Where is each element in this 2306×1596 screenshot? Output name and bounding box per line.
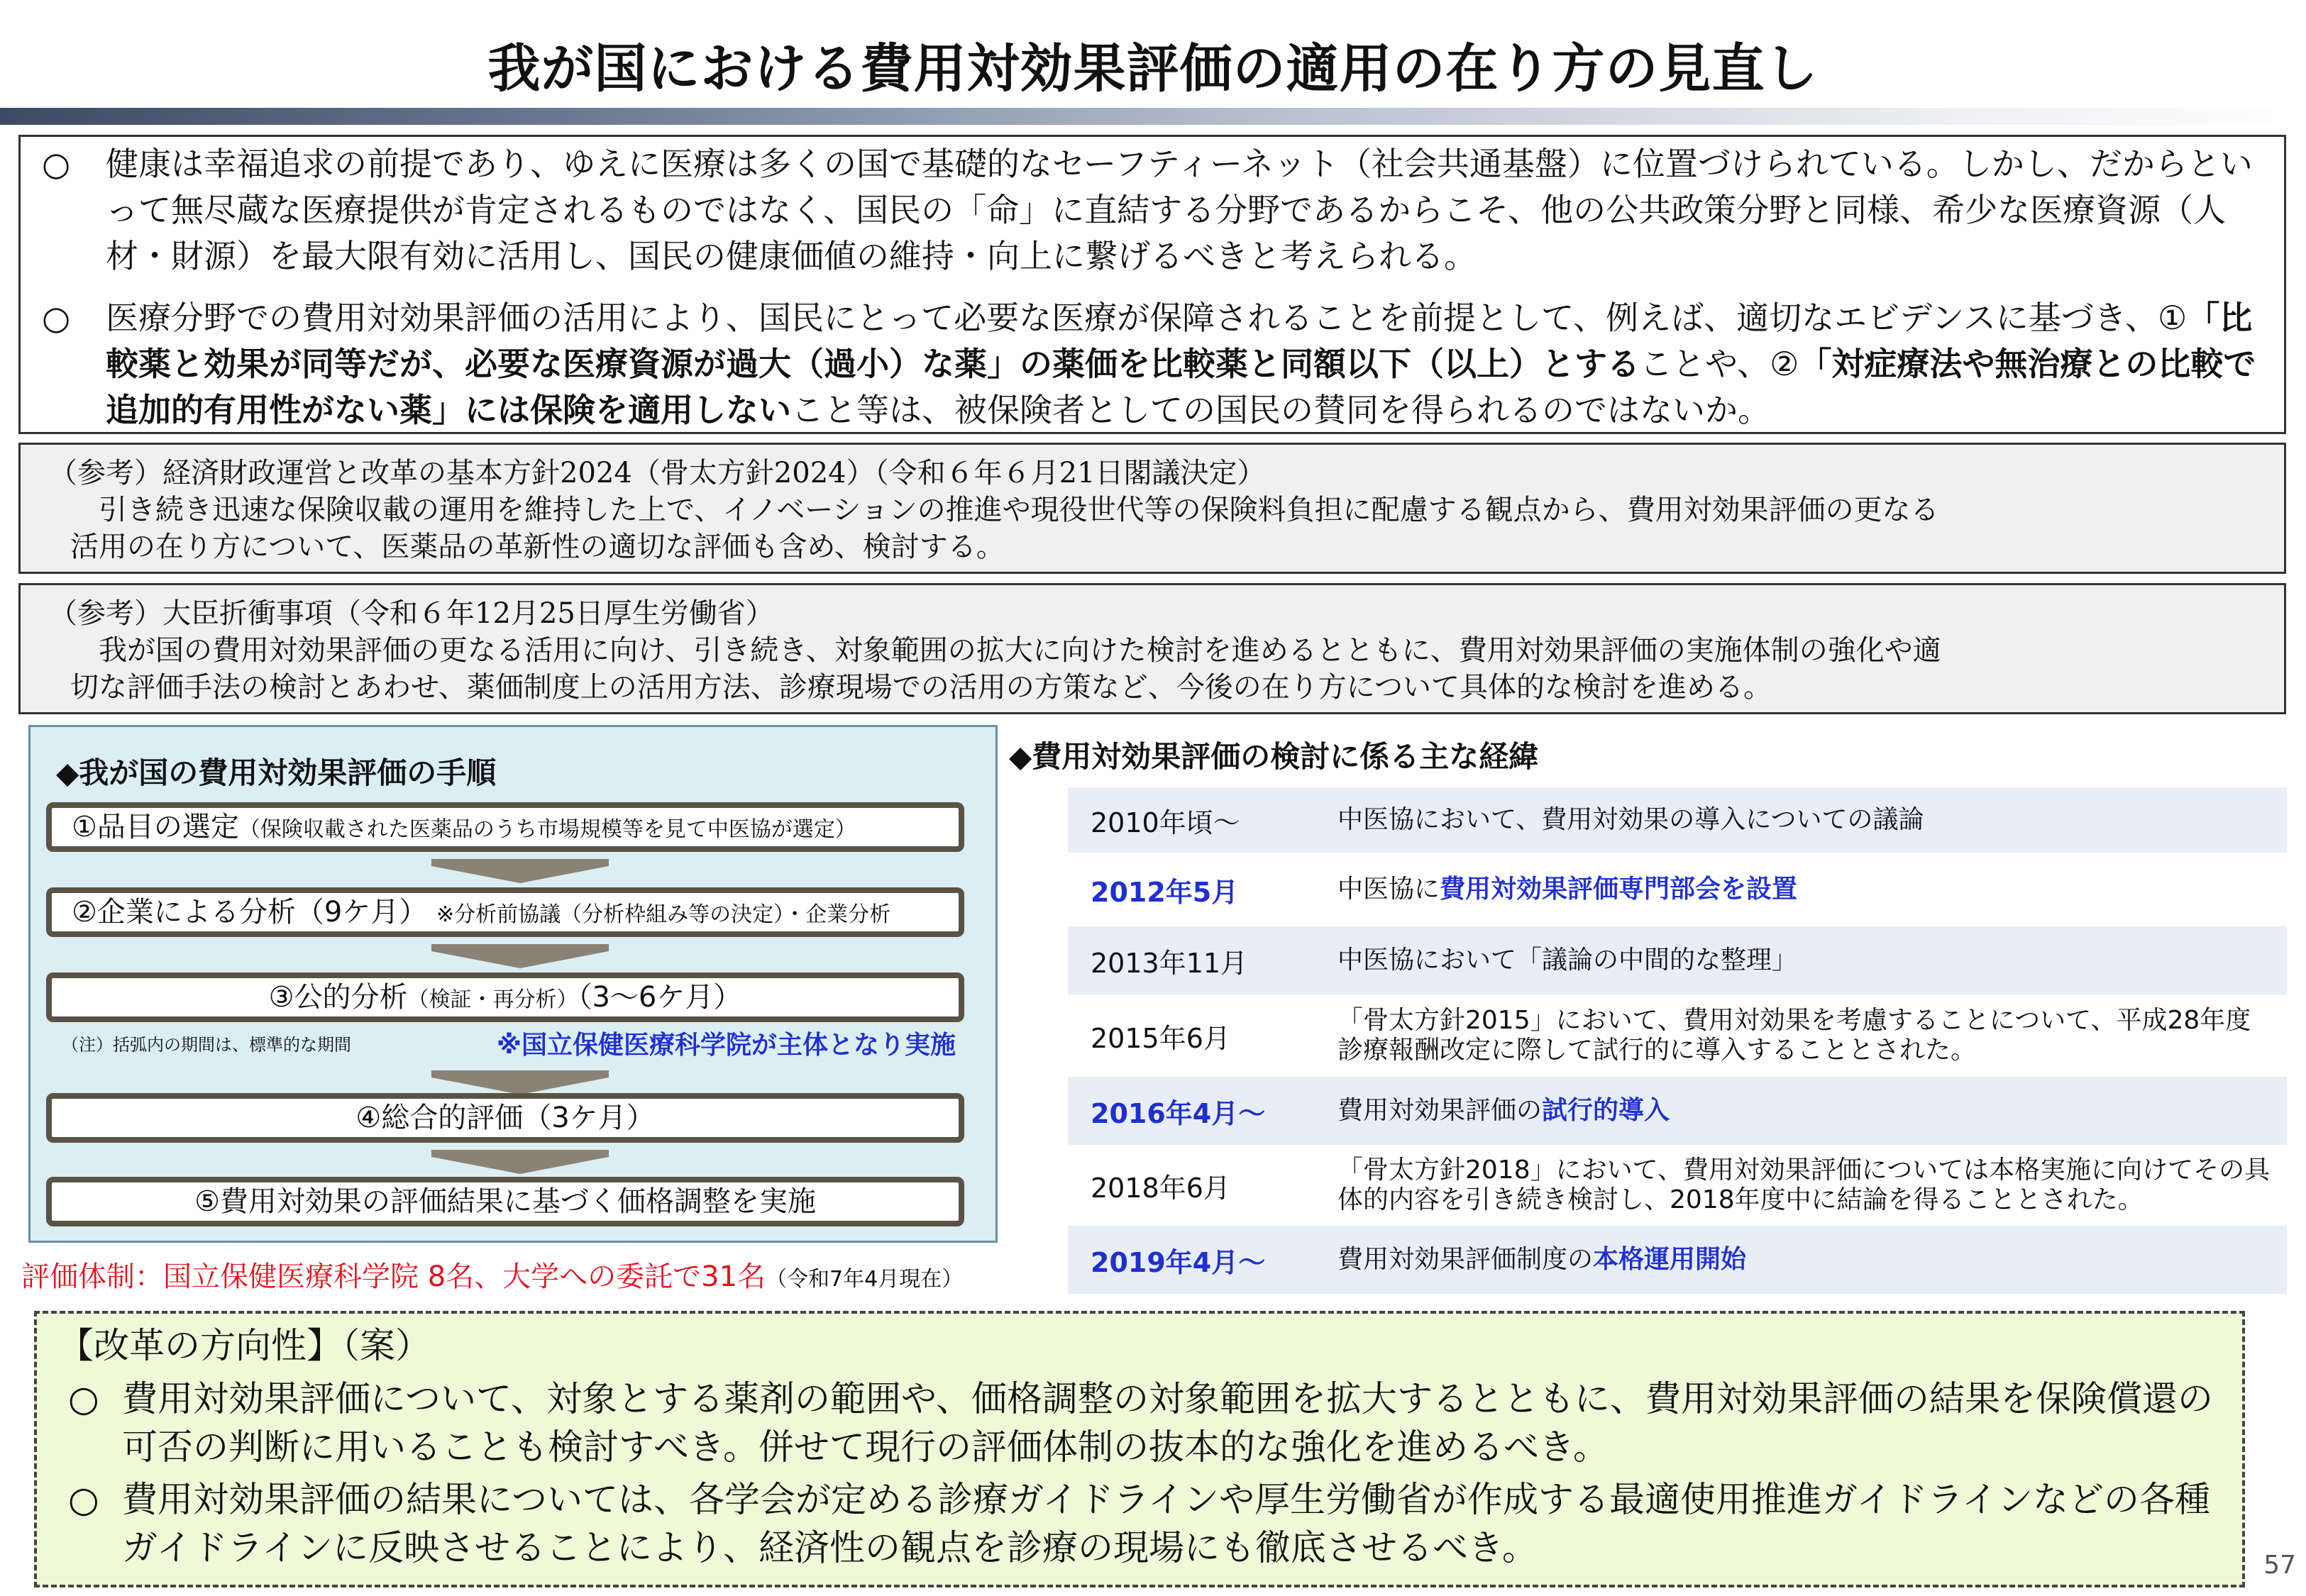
intro-item-2-part-b: ことや、② (1640, 345, 1799, 383)
intro-item-2-bold-b: 「対症療法や無治療との比較で追加的有用性がない薬」には保険を適用しない (106, 345, 2256, 429)
reform-direction-box (34, 1311, 2245, 1587)
history-desc (1337, 1096, 2287, 1126)
down-arrow-icon (431, 951, 609, 968)
evaluation-system-date: （令和7年4月現在） (766, 1267, 964, 1292)
page-number: 57 (2263, 1551, 2296, 1580)
history-desc-text: 中医協において「議論の中間的な整理」 (1337, 946, 1798, 975)
step-3-note: （検証・再分析） (407, 987, 578, 1012)
arrow-bar-3 (431, 1070, 609, 1077)
step-3-label: ③公的分析 (268, 981, 408, 1014)
reform-item-1 (58, 1375, 2221, 1471)
down-arrow-icon (431, 1077, 609, 1095)
history-title: ◆費用対効果評価の検討に係る主な経緯 (1009, 739, 1539, 774)
history-row (1068, 855, 2287, 926)
procedure-panel (28, 725, 998, 1243)
reference-2-heading: （参考）大臣折衝事項（令和６年12月25日厚生労働省） (49, 597, 774, 630)
history-desc-highlight: 本格運用開始 (1593, 1245, 1747, 1274)
history-year: 2015年6月 (1091, 1022, 1230, 1054)
step-1-label: ①品目の選定 (72, 811, 239, 843)
intro-box (18, 135, 2286, 434)
arrow-bar-1 (431, 859, 609, 866)
procedure-step-4 (46, 1093, 964, 1143)
history-desc-text: 「骨太方針2015」において、費用対効果を考慮することについて、平成28年度診療報酬改定に際して試行的に導入することとされた。 (1337, 1006, 2251, 1065)
history-desc (1337, 805, 2287, 835)
procedure-step-2 (46, 887, 964, 937)
history-year: 2013年11月 (1091, 947, 1248, 979)
history-row (1068, 1148, 2287, 1226)
history-table (1068, 787, 2287, 1297)
reference-1-line-2: 活用の在り方について、医薬品の革新性の適切な評価も含め、検討する。 (70, 531, 1005, 563)
reference-1-line-1: 引き続き迅速な保険収載の運用を維持した上で、イノベーションの推進や現役世代等の保険料負担に配慮する観点から、費用対効果評価の更なる (99, 494, 1939, 526)
step-2-note: ※分析前協議（分析枠組み等の決定）・企業分析 (436, 902, 891, 927)
period-note: （注）括弧内の期間は、標準的な期間 (62, 1035, 351, 1055)
circle-bullet-icon: ○ (68, 1479, 99, 1520)
arrow-bar-4 (431, 1150, 609, 1157)
history-year: 2010年頃～ (1091, 807, 1240, 838)
niph-note: ※国立保健医療科学院が主体となり実施 (497, 1031, 956, 1060)
reform-item-2 (58, 1475, 2221, 1572)
title-underline-bar (0, 108, 2306, 125)
history-year: 2019年4月～ (1091, 1246, 1266, 1278)
down-arrow-icon (431, 866, 609, 883)
circle-bullet-icon: ○ (68, 1378, 99, 1419)
procedure-step-1 (46, 802, 964, 852)
history-year: 2016年4月～ (1091, 1097, 1266, 1129)
reform-title: 【改革の方向性】（案） (58, 1325, 431, 1366)
intro-item-1 (42, 141, 2263, 279)
reform-item-2-text: 費用対効果評価の結果については、各学会が定める診療ガイドラインや厚生労働省が作成する最適使用推進ガイドラインなどの各種ガイドラインに反映させることにより、経済性の観点を診療の現場にも徹底させるべき。 (122, 1479, 2210, 1568)
history-desc-highlight: 試行的導入 (1542, 1096, 1670, 1125)
reference-1-heading: （参考）経済財政運営と改革の基本方針2024（骨太方針2024）（令和６年６月21日閣議決定） (49, 457, 1266, 489)
circle-bullet-icon: ○ (42, 145, 71, 183)
procedure-title: ◆我が国の費用対効果評価の手順 (56, 755, 497, 790)
step-3-duration: （3～6ケ月） (578, 981, 742, 1014)
procedure-step-3 (46, 972, 964, 1022)
history-desc (1337, 1156, 2287, 1215)
step-4-label: ④総合的評価（3ケ月） (355, 1102, 655, 1134)
circle-bullet-icon: ○ (42, 299, 71, 337)
intro-item-2-part-a: 医療分野での費用対効果評価の活用により、国民にとって必要な医療が保障されることを前提として、例えば、適切なエビデンスに基づき、① (106, 299, 2188, 337)
arrow-bar-2 (431, 944, 609, 951)
history-year: 2018年6月 (1091, 1172, 1230, 1204)
intro-item-2-bold-a: 「比較薬と効果が同等だが、必要な医療資源が過大（過小）な薬」の薬価を比較薬と同額以下（以上）とする (106, 299, 2253, 383)
step-1-note: （保険収載された医薬品のうち市場規模等を見て中医協が選定） (238, 817, 856, 842)
history-year: 2012年5月 (1091, 876, 1239, 908)
history-desc (1337, 1245, 2287, 1275)
history-desc (1337, 875, 2287, 904)
history-row (1068, 1077, 2287, 1148)
history-desc-text: 中医協に (1337, 875, 1440, 904)
intro-item-1-text: 健康は幸福追求の前提であり、ゆえに医療は多くの国で基礎的なセーフティーネット（社会共通基盤）に位置づけられている。しかし、だからといって無尽蔵な医療提供が肯定されるものではなく、国民の「命」に直結する分野であるからこそ、他の公共政策分野と同様、希少な医療資源（人材・財源）を最大限有効に活用し、国民の健康価値の維持・向上に繋げるべきと考えられる。 (106, 145, 2253, 275)
evaluation-system-note (21, 1254, 963, 1295)
reference-box-1 (18, 443, 2286, 574)
down-arrow-icon (431, 1157, 609, 1174)
history-row (1068, 997, 2287, 1077)
intro-item-2 (42, 295, 2263, 433)
procedure-step-5 (46, 1177, 964, 1226)
evaluation-system-text: 評価体制：国立保健医療科学院 8名、大学への委託で31名 (21, 1260, 766, 1293)
history-row (1068, 1226, 2287, 1297)
intro-item-2-part-c: こと等は、被保険者としての国民の賛同を得られるのではないか。 (791, 391, 1770, 429)
history-desc-text: 費用対効果評価の (1337, 1096, 1543, 1125)
page-title: 我が国における費用対効果評価の適用の在り方の見直し (487, 38, 1819, 99)
history-desc-highlight: 費用対効果評価専門部会を設置 (1440, 875, 1798, 904)
history-desc-text: 中医協において、費用対効果の導入についての議論 (1337, 805, 1924, 834)
step-5-label: ⑤費用対効果の評価結果に基づく価格調整を実施 (194, 1185, 816, 1218)
reform-item-1-text: 費用対効果評価について、対象とする薬剤の範囲や、価格調整の対象範囲を拡大するとともに、費用対効果評価の結果を保険償還の可否の判断に用いることも検討すべき。併せて現行の評価体制の抜本的な強化を進めるべき。 (122, 1378, 2213, 1468)
history-desc-text: 「骨太方針2018」において、費用対効果評価については本格実施に向けてその具体的内容を引き続き検討し、2018年度中に結論を得ることとされた。 (1337, 1156, 2271, 1214)
history-desc-text: 費用対効果評価制度の (1337, 1245, 1594, 1274)
reference-2-line-1: 我が国の費用対効果評価の更なる活用に向け、引き続き、対象範囲の拡大に向けた検討を進めるとともに、費用対効果評価の実施体制の強化や適 (99, 634, 1941, 667)
step-2-label: ②企業による分析（9ケ月） (72, 896, 428, 929)
history-desc (1337, 946, 2287, 975)
history-row (1068, 926, 2287, 997)
history-desc (1337, 1006, 2287, 1065)
reference-box-2 (18, 583, 2286, 714)
reference-2-line-2: 切な評価手法の検討とあわせ、薬価制度上の活用方法、診療現場での活用の方策など、今後の在り方について具体的な検討を進める。 (70, 671, 1772, 704)
history-row (1068, 787, 2287, 855)
intro-item-2-text (106, 295, 2263, 433)
